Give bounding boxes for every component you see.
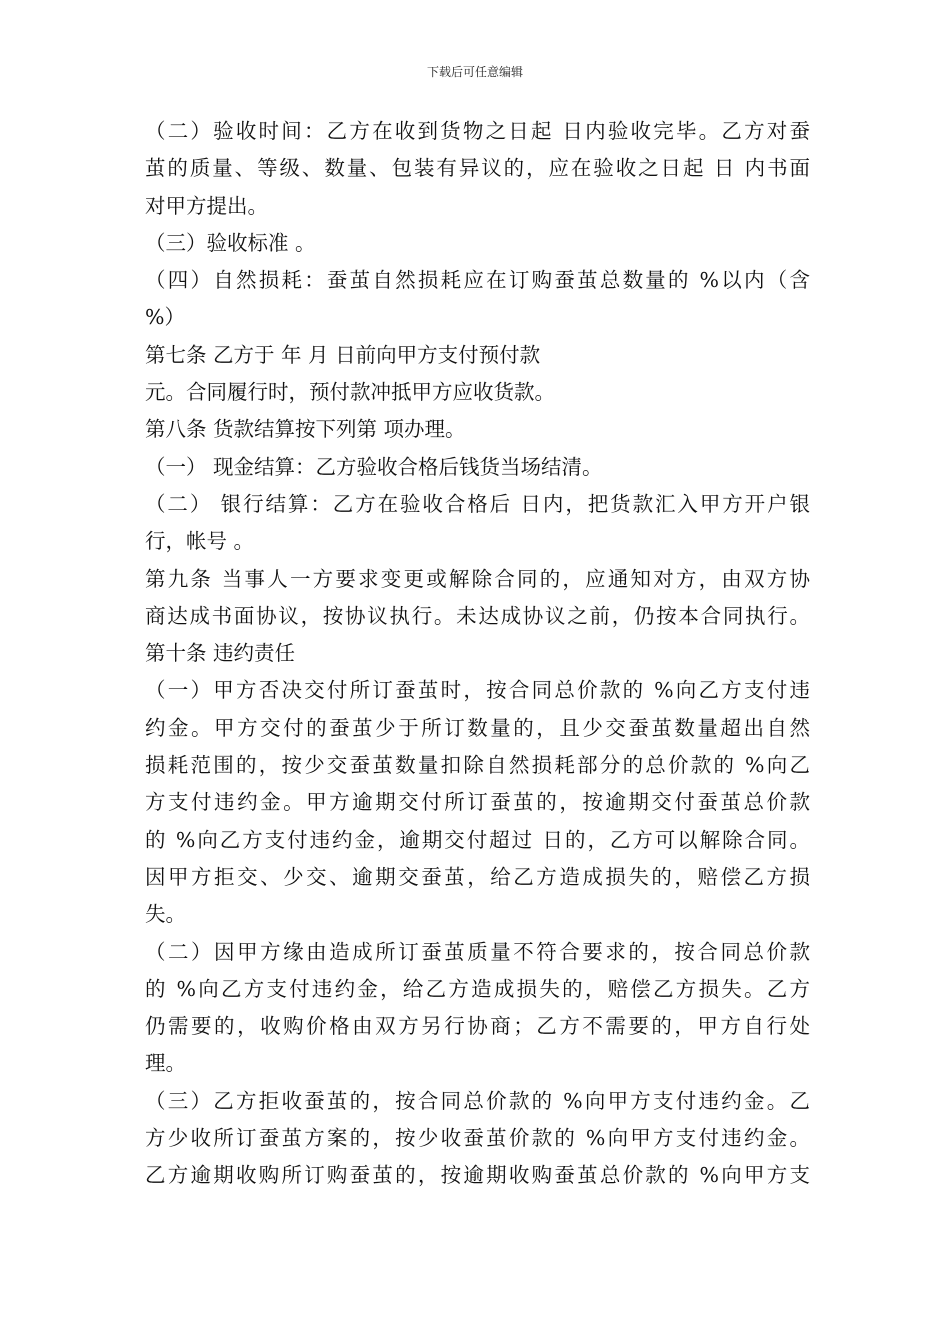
text-line: 乙方逾期收购所订购蚕茧的，按逾期收购蚕茧总价款的 %向甲方支 (145, 1163, 810, 1188)
text-line: 对甲方提出。 (145, 193, 268, 218)
text-line: 元。合同履行时，预付款冲抵甲方应收货款。 (145, 380, 555, 405)
text-line: （二）验收时间：乙方在收到货物之日起 日内验收完毕。乙方对蚕 (145, 119, 810, 143)
text-line: （一）甲方否决交付所订蚕茧时，按合同总价款的 %向乙方支付违 (145, 678, 810, 703)
text-line: 第十条 违约责任 (145, 641, 296, 666)
text-line: 商达成书面协议，按协议执行。未达成协议之前，仍按本合同执行。 (145, 603, 810, 628)
text-line: 理。 (145, 1051, 186, 1076)
text-line: （二）因甲方缘由造成所订蚕茧质量不符合要求的，按合同总价款 (145, 939, 810, 964)
page-header: 下载后可任意编辑 (426, 65, 523, 79)
text-line: 第七条 乙方于 年 月 日前向甲方支付预付款 (145, 342, 541, 367)
text-line: 方少收所订蚕茧方案的，按少收蚕茧价款的 %向甲方支付违约金。 (145, 1126, 810, 1151)
text-line: 的 %向乙方支付违约金，给乙方造成损失的，赔偿乙方损失。乙方 (145, 976, 810, 1001)
text-line: 第九条 当事人一方要求变更或解除合同的，应通知对方，由双方协 (145, 566, 810, 591)
text-line: （四）自然损耗：蚕茧自然损耗应在订购蚕茧总数量的 %以内（含 (145, 268, 810, 293)
text-line: （三）乙方拒收蚕茧的，按合同总价款的 %向甲方支付违约金。乙 (145, 1088, 810, 1113)
text-line: （一） 现金结算：乙方验收合格后钱货当场结清。 (145, 454, 603, 479)
text-line: （二） 银行结算：乙方在验收合格后 日内，把货款汇入甲方开户银 (145, 491, 810, 516)
text-line: 的 %向乙方支付违约金，逾期交付超过 日的，乙方可以解除合同。 (145, 827, 810, 852)
text-line: 茧的质量、等级、数量、包装有异议的，应在验收之日起 日 内书面 (145, 156, 810, 181)
text-line: 失。 (145, 902, 186, 927)
text-line: （三）验收标准 。 (145, 230, 316, 255)
text-line: 行，帐号 。 (145, 529, 255, 554)
text-line: 第八条 货款结算按下列第 项办理。 (145, 417, 466, 442)
text-line: 仍需要的，收购价格由双方另行协商；乙方不需要的，甲方自行处 (145, 1014, 810, 1039)
text-line: 损耗范围的，按少交蚕茧数量扣除自然损耗部分的总价款的 %向乙 (145, 753, 810, 778)
text-line: 方支付违约金。甲方逾期交付所订蚕茧的，按逾期交付蚕茧总价款 (145, 790, 810, 815)
text-line: 约金。甲方交付的蚕茧少于所订数量的，且少交蚕茧数量超出自然 (145, 715, 810, 740)
text-line: 因甲方拒交、少交、逾期交蚕茧，给乙方造成损失的，赔偿乙方损 (145, 864, 810, 889)
document-body (145, 113, 810, 1195)
text-line: %） (145, 305, 185, 330)
